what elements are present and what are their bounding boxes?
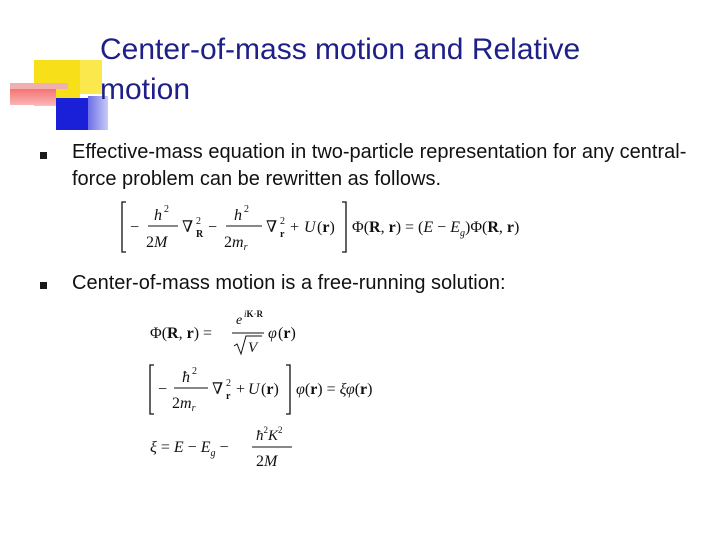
bullet-text-2: Center-of-mass motion is a free-running solution: xyxy=(72,272,506,294)
svg-text:+: + xyxy=(236,381,246,398)
svg-text:(r): (r) xyxy=(278,325,296,342)
svg-text:2M: 2M xyxy=(256,453,278,470)
svg-text:2: 2 xyxy=(192,366,197,377)
equation-relative-motion xyxy=(148,362,408,418)
bullet-marker xyxy=(40,152,47,159)
svg-text:ħ2K2: $ħ^2K^2$ xyxy=(256,425,283,444)
svg-text:2mr: 2mr xyxy=(224,234,248,253)
svg-text:φ(r) = ξφ(r): φ(r) = ξφ(r) xyxy=(296,381,373,398)
svg-text:φ: φ xyxy=(268,325,277,342)
svg-text:2: 2 xyxy=(164,204,169,215)
svg-text:R: R xyxy=(196,229,204,240)
decor-blue-square xyxy=(56,98,92,130)
svg-text:V: V xyxy=(248,340,258,356)
decor-red-bar-top xyxy=(10,83,68,89)
svg-text:U: U xyxy=(304,219,316,236)
svg-text:2: 2 xyxy=(226,378,231,389)
decor-yellow-square-small xyxy=(80,60,102,94)
svg-text:2: 2 xyxy=(196,216,201,227)
svg-text:(r): (r) xyxy=(317,219,335,236)
equation-xi-energy xyxy=(150,422,310,474)
svg-text:∇: ∇ xyxy=(212,381,224,398)
bullet-marker xyxy=(40,282,47,289)
svg-text:−: − xyxy=(158,381,168,398)
svg-text:U: U xyxy=(248,381,260,398)
svg-text:−: − xyxy=(208,219,218,236)
equation-plane-wave xyxy=(150,308,320,358)
svg-text:ħ: ħ xyxy=(182,369,190,386)
svg-text:r: r xyxy=(226,391,231,402)
svg-text:ξ = E − Eg −: $\xi = E - E_g$ − xyxy=(150,439,229,459)
svg-text:2: 2 xyxy=(280,216,285,227)
svg-text:2: 2 xyxy=(244,204,249,215)
svg-text:2mr: 2mr xyxy=(172,395,196,414)
svg-text:2M: 2M xyxy=(146,234,168,251)
equation-effective-mass xyxy=(120,198,560,258)
svg-text:h: h xyxy=(154,207,162,224)
svg-text:h: h xyxy=(234,207,242,224)
bullet-text-1: Effective-mass equation in two-particle representation for any central-force problem can be rewritten as follows. xyxy=(72,141,687,190)
svg-text:r: r xyxy=(280,229,285,240)
svg-text:∇: ∇ xyxy=(182,219,194,236)
svg-text:∇: ∇ xyxy=(266,219,278,236)
svg-text:Φ(R, r) = (E − Eg)Φ(R, r): Φ(R, $r) = (E - E_g)\Phi(R$, r) xyxy=(352,219,520,239)
svg-text:−: − xyxy=(130,219,140,236)
slide-title: Center-of-mass motion and Relative motion xyxy=(100,33,581,106)
svg-text:(r): (r) xyxy=(261,381,279,398)
svg-text:e: e xyxy=(236,313,243,328)
svg-text:+: + xyxy=(290,219,300,236)
svg-text:iK·R: iK·R xyxy=(244,309,264,319)
svg-text:Φ(R, r) =: Φ(R, r) = xyxy=(150,325,213,342)
